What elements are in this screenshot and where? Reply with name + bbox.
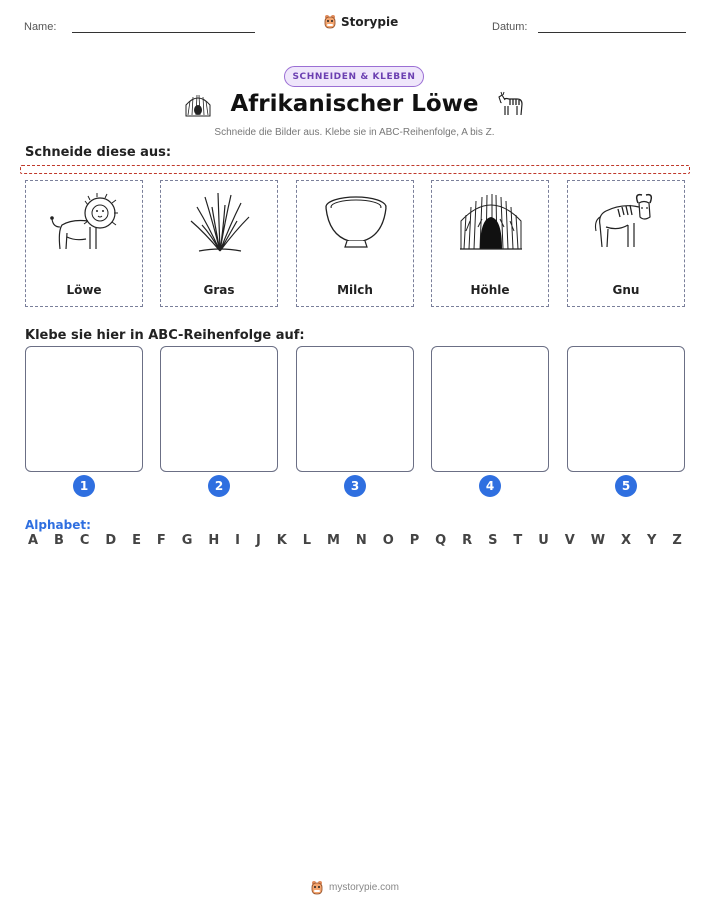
alphabet-letter: I xyxy=(235,533,241,548)
instructions: Schneide die Bilder aus. Klebe sie in ABC-Reihenfolge, A bis Z. xyxy=(214,127,495,138)
activity-badge: SCHNEIDEN & KLEBEN xyxy=(284,66,424,87)
paste-box-4[interactable] xyxy=(431,346,549,472)
alphabet-letter: K xyxy=(276,533,287,548)
number-badge-3: 3 xyxy=(344,475,366,497)
alphabet-letter: S xyxy=(488,533,498,548)
alphabet-letter: T xyxy=(513,533,523,548)
storypie-mascot-icon xyxy=(323,14,337,29)
alphabet-letter: O xyxy=(382,533,394,548)
alphabet-letter: J xyxy=(255,533,261,548)
alphabet-letter: W xyxy=(590,533,606,548)
alphabet-letter: F xyxy=(156,533,166,548)
card-label: Gnu xyxy=(612,283,640,297)
alphabet-letter: Z xyxy=(672,533,682,548)
alphabet-letter: H xyxy=(208,533,220,548)
card-label: Gras xyxy=(203,283,235,297)
footer-url[interactable]: mystorypie.com xyxy=(328,882,399,893)
alphabet-letter: Y xyxy=(646,533,657,548)
paste-box-2[interactable] xyxy=(160,346,278,472)
alphabet-letter: X xyxy=(621,533,632,548)
alphabet-letter: L xyxy=(302,533,312,548)
number-badge-5: 5 xyxy=(615,475,637,497)
card-label: Milch xyxy=(337,283,373,297)
cut-card-cave[interactable] xyxy=(431,180,549,307)
alphabet-letter: R xyxy=(462,533,473,548)
card-label: Löwe xyxy=(66,283,102,297)
cut-card-grass[interactable] xyxy=(160,180,278,307)
storypie-mascot-icon xyxy=(310,880,324,895)
alphabet-letter: B xyxy=(54,533,64,548)
card-label: Höhle xyxy=(470,283,510,297)
name-line[interactable] xyxy=(72,32,255,33)
cut-heading: Schneide diese aus: xyxy=(25,145,172,160)
alphabet-label: Alphabet: xyxy=(25,518,91,532)
wildebeest-icon xyxy=(592,191,662,253)
cave-icon xyxy=(184,91,212,117)
brand-logo xyxy=(323,14,398,29)
paste-box-1[interactable] xyxy=(25,346,143,472)
number-badge-2: 2 xyxy=(208,475,230,497)
number-badge-4: 4 xyxy=(479,475,501,497)
footer xyxy=(0,880,709,895)
milk-bowl-icon xyxy=(321,191,391,253)
alphabet-letter: A xyxy=(28,533,39,548)
date-label: Datum: xyxy=(492,21,528,33)
lion-icon xyxy=(50,191,120,253)
alphabet-letter: Q xyxy=(435,533,447,548)
page-title: Afrikanischer Löwe xyxy=(230,91,479,117)
paste-heading: Klebe sie hier in ABC-Reihenfolge auf: xyxy=(25,328,305,343)
cut-card-lion[interactable] xyxy=(25,180,143,307)
date-line[interactable] xyxy=(538,32,686,33)
alphabet-letter: U xyxy=(538,533,549,548)
alphabet-letter: D xyxy=(105,533,117,548)
name-label: Name: xyxy=(24,21,57,33)
cut-card-milk[interactable] xyxy=(296,180,414,307)
brand-name: Storypie xyxy=(341,14,399,29)
grass-icon xyxy=(185,191,255,253)
alphabet-row xyxy=(28,533,682,548)
alphabet-letter: E xyxy=(132,533,141,548)
paste-box-3[interactable] xyxy=(296,346,414,472)
cut-card-gnu[interactable] xyxy=(567,180,685,307)
cave-icon xyxy=(456,191,526,253)
alphabet-letter: N xyxy=(355,533,367,548)
cut-line xyxy=(20,165,690,174)
alphabet-letter: C xyxy=(79,533,90,548)
number-badge-1: 1 xyxy=(73,475,95,497)
alphabet-letter: P xyxy=(409,533,420,548)
zebra-icon xyxy=(497,91,525,117)
alphabet-letter: V xyxy=(564,533,575,548)
alphabet-letter: M xyxy=(326,533,340,548)
paste-box-5[interactable] xyxy=(567,346,685,472)
alphabet-letter: G xyxy=(181,533,193,548)
title-row xyxy=(0,91,709,117)
